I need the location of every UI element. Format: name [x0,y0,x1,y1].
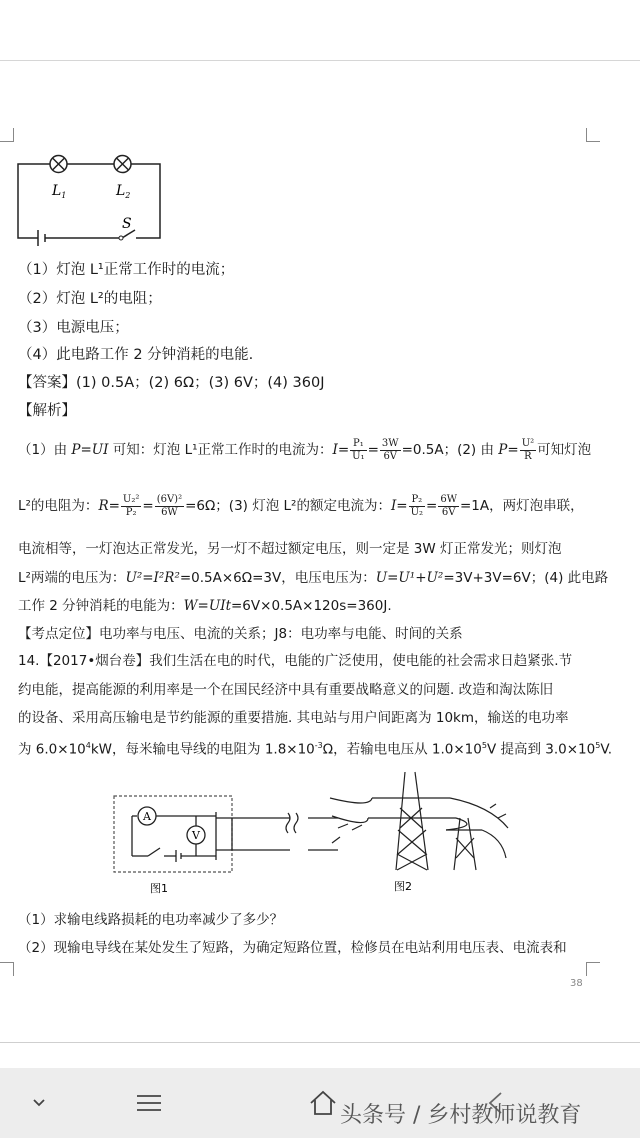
collapse-button[interactable] [14,1068,64,1138]
menu-button[interactable] [124,1068,174,1138]
lamp1-label: $L_1$ [52,183,67,200]
menu-icon [136,1093,162,1113]
analysis-line-1: （1）由 P=UI 可知：灯泡 L¹正常工作时的电流为：I= $\frac{\text{P₁}}{\text{U₁}}$ = $\frac{3W}{6V}$ =0.5A；(2) 由 P= $\frac{\text{U²}}{R}$ 可知灯泡 [18,437,592,462]
analysis-line-4: L²两端的电压为：U²=I²R²=0.5A×6Ω=3V，电压电压为：U=U¹+U²=3V+3V=6V；(4) 此电路 [18,570,609,586]
chevron-down-icon [31,1095,47,1111]
crop-mark-bottom-right [586,962,600,976]
analysis-line-2: L²的电阻为：R= $\frac{\text{U₂²}}{\text{P₂}}$ = $\frac{\text{(6V)²}}{6W}$ =6Ω；(3) 灯泡 L²的额定电流为：I= $\frac{\text{P₂}}{\text{U₂}}$ = $\frac{6W}{6V}$ =1A，两灯泡串联， [18,493,584,518]
analysis-line-5: 工作 2 分钟消耗的电能为：W=UIt=6V×0.5A×120s=360J. [18,598,392,614]
figure-2-towers [330,772,508,870]
question-4: （4）此电路工作 2 分钟消耗的电能. [18,347,254,363]
figure-1-circuit [114,796,338,872]
bottom-divider [0,1042,640,1043]
figures-row [110,768,520,898]
knowledge-point: 【考点定位】电功率与电压、电流的关系；J8：电功率与电能、时间的关系 [18,626,463,642]
lamp2-label: $L_2$ [116,183,131,200]
top-divider [0,60,640,61]
transmission-figures [110,768,520,898]
analysis-title: 【解析】 [18,403,76,419]
q14-line-1: 14.【2017•烟台卷】我们生活在电的时代，电能的广泛使用，使电能的社会需求日趋紧张.节 [18,653,573,669]
watermark-text: 头条号 / 乡村教师说教育 [340,1103,582,1128]
crop-mark-bottom-left [0,962,14,976]
home-icon [309,1090,337,1116]
sub-question-1: （1）求输电线路损耗的电功率减少了多少？ [18,912,284,928]
ammeter-label: A [143,810,151,823]
figure-1-caption: 图1 [150,882,168,895]
crop-mark-top-left [0,128,14,142]
question-2: （2）灯泡 L²的电阻； [18,291,162,307]
sub-question-2: （2）现输电导线在某处发生了短路，为确定短路位置，检修员在电站利用电压表、电流表和 [18,940,567,956]
q14-line-2: 约电能，提高能源的利用率是一个在国民经济中具有重要战略意义的问题. 改造和淘汰陈旧 [18,682,554,698]
crop-mark-top-right [586,128,600,142]
switch-label: S [122,216,132,232]
voltmeter-label: V [192,829,200,842]
figure-2-caption: 图2 [394,880,412,893]
question-3: （3）电源电压； [18,320,129,336]
question-1: （1）灯泡 L¹正常工作时的电流； [18,262,235,278]
q14-line-3: 的设备、采用高压输电是节约能源的重要措施. 其电站与用户间距离为 10km，输送的电功率 [18,710,569,726]
analysis-line-3: 电流相等，一灯泡达正常发光，另一灯不超过额定电压，则一定是 3W 灯正常发光；则灯泡 [18,541,562,557]
q14-line-4: 为 $6.0\times 10^4kW$，每米输电导线的电阻为 $1.8\times 10^{-3}\Omega$，若输电电压从 $1.0\times 10^5V$ 提高到 $3.0\times 10^5V$. [18,741,613,758]
answer-line: 【答案】(1) 0.5A；(2) 6Ω；(3) 6V；(4) 360J [18,375,325,391]
circuit-diagram-series-lamps [14,148,164,248]
page-number: 38 [570,978,583,989]
